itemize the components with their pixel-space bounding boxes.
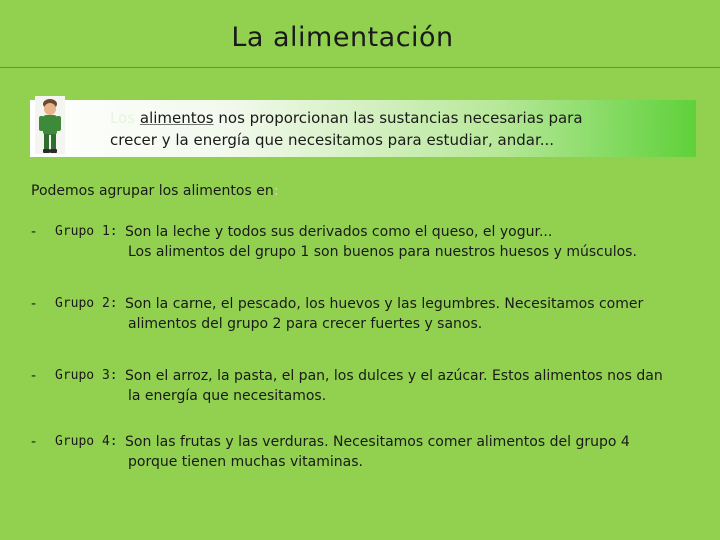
clay-figure-icon xyxy=(35,96,65,154)
group-line1: Son las frutas y las verduras. Necesitamos comer alimentos del grupo 4 xyxy=(125,434,630,450)
group-line1: Son la leche y todos sus derivados como el queso, el yogur... xyxy=(125,224,553,240)
group-label: Grupo 1: xyxy=(55,224,118,239)
lead-sentence xyxy=(31,183,278,199)
group-description xyxy=(125,366,705,406)
group-line1: Son el arroz, la pasta, el pan, los dulces y el azúcar. Estos alimentos nos dan xyxy=(125,368,663,384)
group-label: Grupo 3: xyxy=(55,368,118,383)
group-dash: - xyxy=(31,434,37,450)
page-title: La alimentación xyxy=(231,22,454,53)
intro-text xyxy=(110,107,695,151)
group-description xyxy=(125,222,705,262)
intro-line2: crecer y la energía que necesitamos para estudiar, andar... xyxy=(110,131,555,149)
title-divider xyxy=(0,67,720,68)
group-description xyxy=(125,432,705,472)
group-line2: alimentos del grupo 2 para crecer fuertes y sanos. xyxy=(128,316,483,332)
group-dash: - xyxy=(31,224,37,240)
intro-line1-rest: nos proporcionan las sustancias necesarias para xyxy=(213,109,583,127)
lead-text: Podemos agrupar los alimentos en xyxy=(31,183,274,199)
group-label: Grupo 4: xyxy=(55,434,118,449)
group-label: Grupo 2: xyxy=(55,296,118,311)
intro-keyword: alimentos xyxy=(139,109,214,127)
group-dash: - xyxy=(31,368,37,384)
group-line2: Los alimentos del grupo 1 son buenos para nuestros huesos y músculos. xyxy=(128,244,637,260)
group-description xyxy=(125,294,705,334)
group-line2: porque tienen muchas vitaminas. xyxy=(128,454,363,470)
intro-faint-word: Los xyxy=(110,109,136,127)
group-line1: Son la carne, el pescado, los huevos y las legumbres. Necesitamos comer xyxy=(125,296,644,312)
group-line2: la energía que necesitamos. xyxy=(128,388,327,404)
group-dash: - xyxy=(31,296,37,312)
lead-colon: : xyxy=(273,183,279,199)
